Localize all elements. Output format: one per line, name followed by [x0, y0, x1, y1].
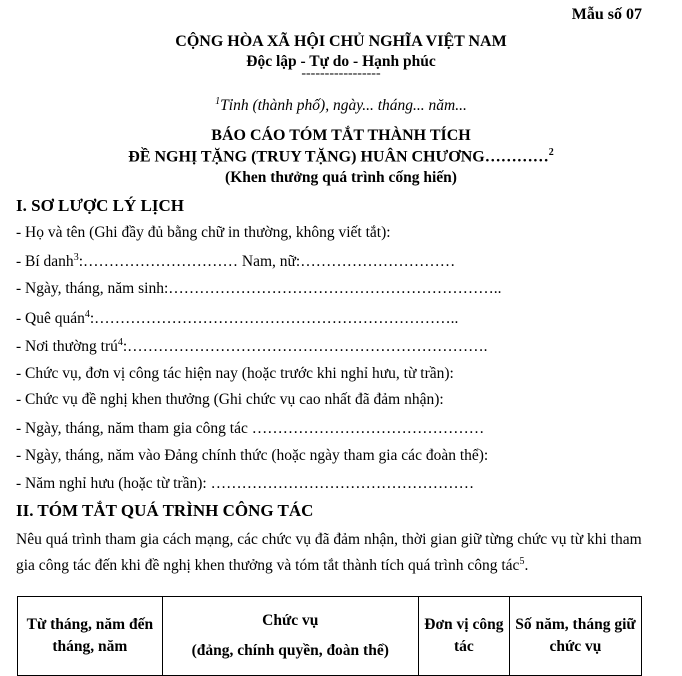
section-heading-biography: I. SƠ LƯỢC LÝ LỊCH — [16, 196, 184, 215]
field-alias-dots: :………………………… Nam, nữ:………………………… — [78, 253, 456, 271]
footnote-ref: 3 — [73, 252, 79, 263]
col-position-sub: (đảng, chính quyền, đoàn thể) — [191, 642, 389, 659]
report-title: BÁO CÁO TÓM TẮT THÀNH TÍCH — [211, 127, 471, 144]
field-retirement-year: - Năm nghỉ hưu (hoặc từ trần): …………………………………………… — [16, 475, 475, 492]
col-position-title: Chức vụ — [262, 612, 319, 629]
footnote-ref: 2 — [548, 147, 554, 158]
work-history-instructions — [16, 529, 646, 577]
field-date-of-birth: - Ngày, tháng, năm sinh:……………………………………………………….. — [16, 280, 502, 297]
footnote-ref: 5 — [519, 556, 525, 567]
field-full-name: - Họ và tên (Ghi đầy đủ bằng chữ in thường, không viết tắt): — [16, 224, 391, 241]
field-work-start-date: - Ngày, tháng, năm tham gia công tác ……………………………………… — [16, 420, 485, 437]
col-position — [162, 597, 418, 676]
table-header-row — [18, 597, 642, 676]
col-unit: Đơn vị công tác — [418, 597, 509, 676]
report-subtitle — [0, 147, 682, 166]
field-proposed-position: - Chức vụ đề nghị khen thưởng (Ghi chức vụ cao nhất đã đảm nhận): — [16, 391, 444, 408]
field-residence-dots: :……………………………………………………………. — [122, 338, 488, 356]
field-hometown-label: - Quê quán — [16, 310, 85, 328]
place-date-line — [0, 96, 682, 115]
work-history-end: . — [524, 557, 529, 575]
col-period: Từ tháng, năm đến tháng, năm — [18, 597, 163, 676]
footnote-ref: 4 — [117, 337, 123, 348]
section-heading-work-history: II. TÓM TẮT QUÁ TRÌNH CÔNG TÁC — [16, 501, 314, 520]
form-number: Mẫu số 07 — [571, 6, 642, 23]
field-residence-label: - Nơi thường trú — [16, 338, 118, 356]
field-party-join-date: - Ngày, tháng, năm vào Đảng chính thức (hoặc ngày tham gia các đoàn thể): — [16, 447, 489, 464]
report-type: (Khen thưởng quá trình cống hiến) — [225, 169, 457, 186]
field-hometown-dots: :…………………………………………………………….. — [89, 310, 459, 328]
field-alias-gender — [16, 252, 455, 271]
national-motto: Độc lập - Tự do - Hạnh phúc — [246, 53, 436, 70]
footnote-ref: 4 — [84, 309, 90, 320]
nation-title: CỘNG HÒA XÃ HỘI CHỦ NGHĨA VIỆT NAM — [175, 33, 507, 50]
field-current-position: - Chức vụ, đơn vị công tác hiện nay (hoặc trước khi nghỉ hưu, từ trần): — [16, 365, 454, 382]
col-duration: Số năm, tháng giữ chức vụ — [509, 597, 641, 676]
footnote-ref: 1 — [215, 96, 221, 107]
work-history-table — [17, 596, 642, 676]
field-alias-label: - Bí danh — [16, 253, 74, 271]
place-date-text: Tỉnh (thành phố), ngày... tháng... năm... — [220, 97, 467, 115]
motto-underline: ----------------- — [301, 66, 381, 81]
work-history-text: Nêu quá trình tham gia cách mạng, các chức vụ đã đảm nhận, thời gian giữ từng chức vụ từ khi tham gia công tác đến khi đề nghị khen thưởng và tóm tắt thành tích quá trình công tác — [16, 531, 642, 575]
report-subtitle-text: ĐỀ NGHỊ TẶNG (TRUY TẶNG) HUÂN CHƯƠNG………… — [128, 148, 549, 166]
field-hometown — [16, 309, 458, 328]
field-residence — [16, 337, 488, 356]
